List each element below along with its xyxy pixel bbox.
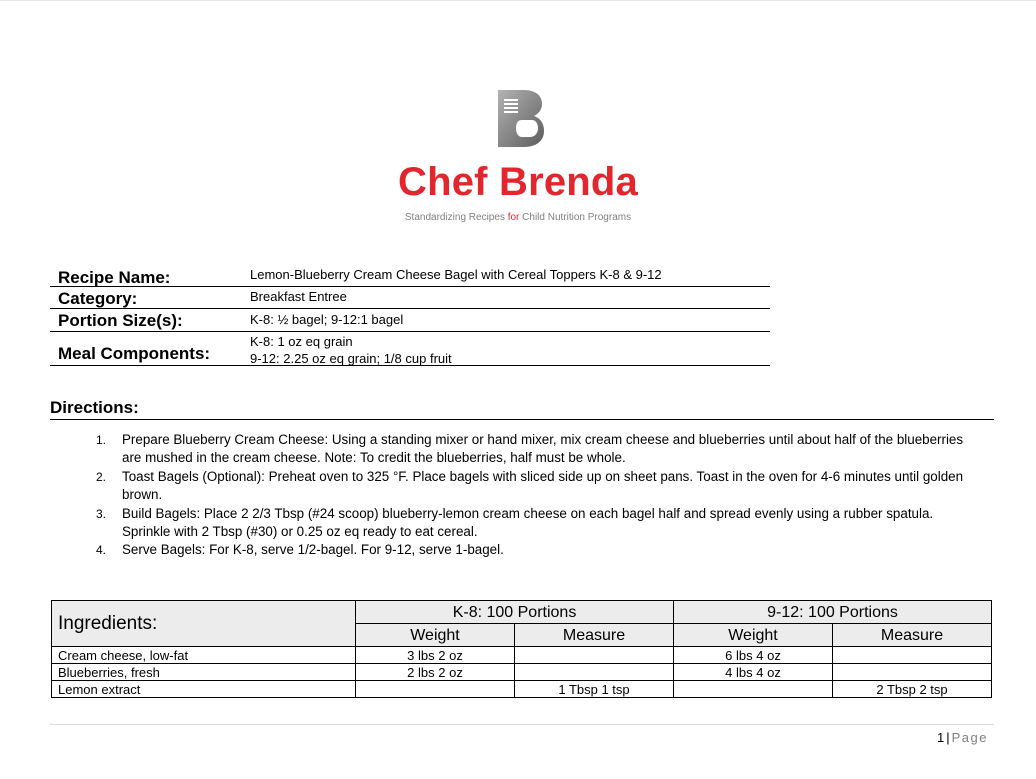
- step-text: Prepare Blueberry Cream Cheese: Using a standing mixer or hand mixer, mix cream cheese and blueberries until about half of the blueberries are mushed in the cream cheese. Note: To credit the blueberries, half must be whole.: [122, 432, 964, 466]
- category-value: Breakfast Entree: [250, 289, 347, 304]
- table-row: [52, 647, 992, 664]
- tagline-text-start: Standardizing Recipes: [404, 212, 508, 223]
- meal-components-label: Meal Components:: [58, 344, 211, 363]
- portion-size-row: [50, 309, 770, 332]
- top-border: [0, 0, 1036, 1]
- k8-measure-header: Measure: [515, 624, 674, 647]
- hs-weight: 6 lbs 4 oz: [674, 647, 833, 664]
- ingredients-heading: Ingredients:: [52, 601, 356, 647]
- recipe-name-value: Lemon-Blueberry Cream Cheese Bagel with Cereal Toppers K-8 & 9-12: [250, 267, 662, 282]
- category-label: Category:: [58, 289, 138, 308]
- ingredient-name: Cream cheese, low-fat: [52, 647, 356, 664]
- step-number: 2.: [96, 469, 107, 484]
- hs-measure: 2 Tbsp 2 tsp: [833, 681, 992, 698]
- k8-weight: 2 lbs 2 oz: [356, 664, 515, 681]
- step-number: 3.: [96, 506, 107, 521]
- directions-list: [96, 431, 982, 560]
- directions-heading: Directions:: [50, 398, 139, 417]
- k8-weight-header: Weight: [356, 624, 515, 647]
- direction-step: [96, 431, 982, 468]
- k8-weight: 3 lbs 2 oz: [356, 647, 515, 664]
- portion-size-label: Portion Size(s):: [58, 311, 183, 330]
- hs-measure: [833, 664, 992, 681]
- footer-divider: [50, 724, 994, 725]
- step-text: Serve Bagels: For K-8, serve 1/2-bagel. For 9-12, serve 1-bagel.: [122, 542, 504, 558]
- brand-tagline: [0, 212, 1036, 223]
- direction-step: [96, 505, 982, 542]
- category-row: [50, 287, 770, 309]
- brand-name: Chef Brenda: [397, 160, 638, 204]
- step-text: Build Bagels: Place 2 2/3 Tbsp (#24 scoop) blueberry-lemon cream cheese on each bagel half and spread evenly using a rubber spatula. Sprinkle with 2 Tbsp (#30) or 0.25 oz eq ready to eat cereal.: [122, 505, 934, 540]
- step-number: 4.: [96, 543, 107, 558]
- k8-measure: 1 Tbsp 1 tsp: [515, 681, 674, 698]
- hs-portions-header: 9-12: 100 Portions: [674, 601, 992, 624]
- meal-components-row: [50, 332, 770, 366]
- k8-measure: [515, 647, 674, 664]
- hs-weight: 4 lbs 4 oz: [674, 664, 833, 681]
- k8-measure: [515, 664, 674, 681]
- recipe-name-label: Recipe Name:: [58, 268, 171, 287]
- direction-step: [96, 541, 982, 559]
- hs-measure-header: Measure: [833, 624, 992, 647]
- page-footer: [937, 730, 988, 745]
- recipe-info: [50, 266, 770, 366]
- table-row: [52, 681, 992, 698]
- chef-brenda-logo-icon: [498, 90, 544, 147]
- hs-measure: [833, 647, 992, 664]
- meal-components-hs: 9-12: 2.25 oz eq grain; 1/8 cup fruit: [250, 351, 452, 366]
- k8-weight: [356, 681, 515, 698]
- hs-weight-header: Weight: [674, 624, 833, 647]
- ingredients-table: [51, 600, 992, 698]
- portion-size-value: K-8: ½ bagel; 9-12:1 bagel: [250, 312, 404, 327]
- hs-weight: [674, 681, 833, 698]
- tagline-for: for: [507, 212, 520, 223]
- table-row: [52, 664, 992, 681]
- step-number: 1.: [96, 433, 107, 447]
- k8-portions-header: K-8: 100 Portions: [356, 601, 674, 624]
- page-number: 1: [937, 730, 945, 745]
- direction-step: [96, 468, 982, 505]
- page-word: Page: [951, 730, 988, 745]
- step-text: Toast Bagels (Optional): Preheat oven to 325 °F. Place bagels with sliced side up on sheet pans. Toast in the oven for 4-6 minutes until golden brown.: [122, 468, 964, 503]
- table-header-row: [52, 601, 992, 624]
- tagline-text-end: Child Nutrition Programs: [519, 212, 632, 223]
- meal-components-k8: K-8: 1 oz eq grain: [250, 334, 353, 349]
- ingredient-name: Blueberries, fresh: [52, 664, 356, 681]
- meal-components-value: [250, 333, 452, 367]
- directions-divider: [50, 419, 994, 420]
- page-separator: |: [946, 730, 950, 745]
- ingredient-name: Lemon extract: [52, 681, 356, 698]
- recipe-name-row: [50, 266, 770, 287]
